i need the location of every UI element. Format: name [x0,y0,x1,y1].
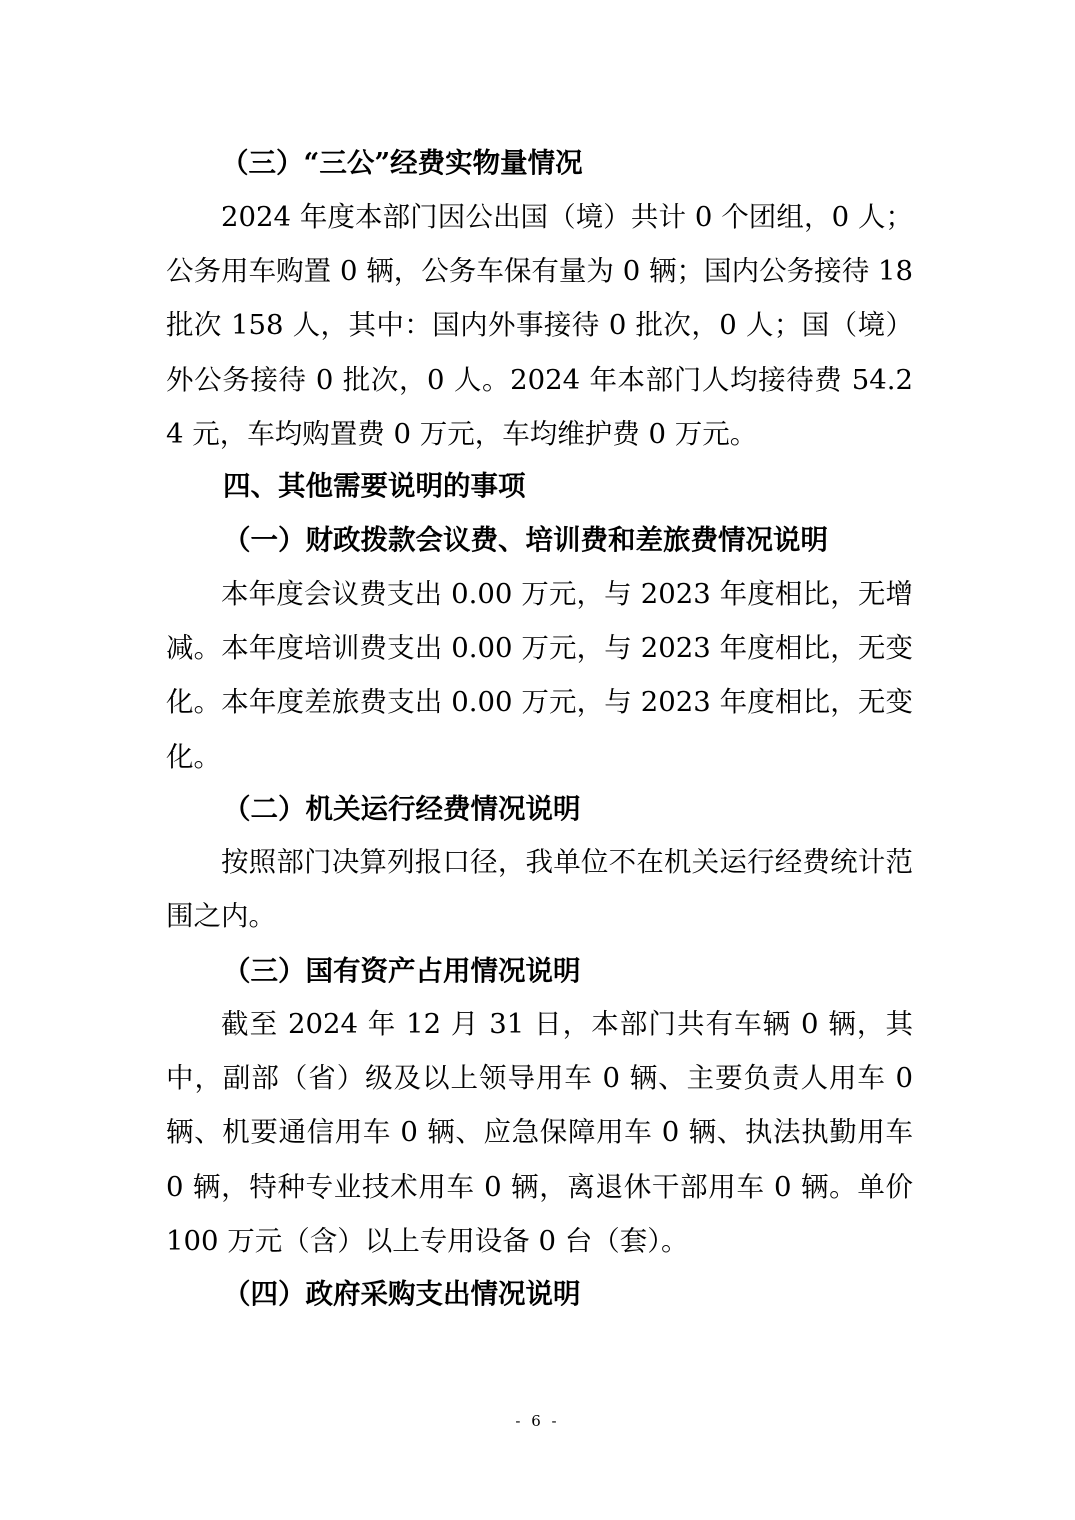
chapter-heading-other-matters: 四、其他需要说明的事项 [223,470,526,502]
paragraph-sangong-physical: 2024 年度本部门因公出国（境）共计 0 个团组，0 人；公务用车购置 0 辆，公务车保有量为 0 辆；国内公务接待 18 批次 158 人，其中：国内外事接待 0 批次，0 人；国（境）外公务接待 0 批次，0 人。2024 年本部门人均接待费 54.24 元，车均购置费 0 万元，车均维护费 0 万元。 [166,201,913,450]
paragraph-state-assets: 截至 2024 年 12 月 31 日，本部门共有车辆 0 辆，其中，副部（省）级及以上领导用车 0 辆、主要负责人用车 0 辆、机要通信用车 0 辆、应急保障用车 0 辆、执法执勤用车 0 辆，特种专业技术用车 0 辆，离退休干部用车 0 辆。单价 100 万元（含）以上专用设备 0 台（套）。 [166,1008,913,1257]
section-heading-operating-expenses: （二）机关运行经费情况说明 [223,793,581,825]
section-heading-procurement: （四）政府采购支出情况说明 [223,1278,581,1310]
paragraph-meeting-training-travel: 本年度会议费支出 0.00 万元，与 2023 年度相比，无增减。本年度培训费支出 0.00 万元，与 2023 年度相比，无变化。本年度差旅费支出 0.00 万元，与 2023 年度相比，无变化。 [166,578,913,773]
section-heading-meeting-training-travel: （一）财政拨款会议费、培训费和差旅费情况说明 [223,524,828,556]
page-number: - 6 - [515,1412,560,1430]
section-heading-state-assets: （三）国有资产占用情况说明 [223,955,581,987]
paragraph-operating-expenses: 按照部门决算列报口径，我单位不在机关运行经费统计范围之内。 [166,846,913,933]
section-heading-sangong-physical: （三）“三公”经费实物量情况 [221,147,583,179]
